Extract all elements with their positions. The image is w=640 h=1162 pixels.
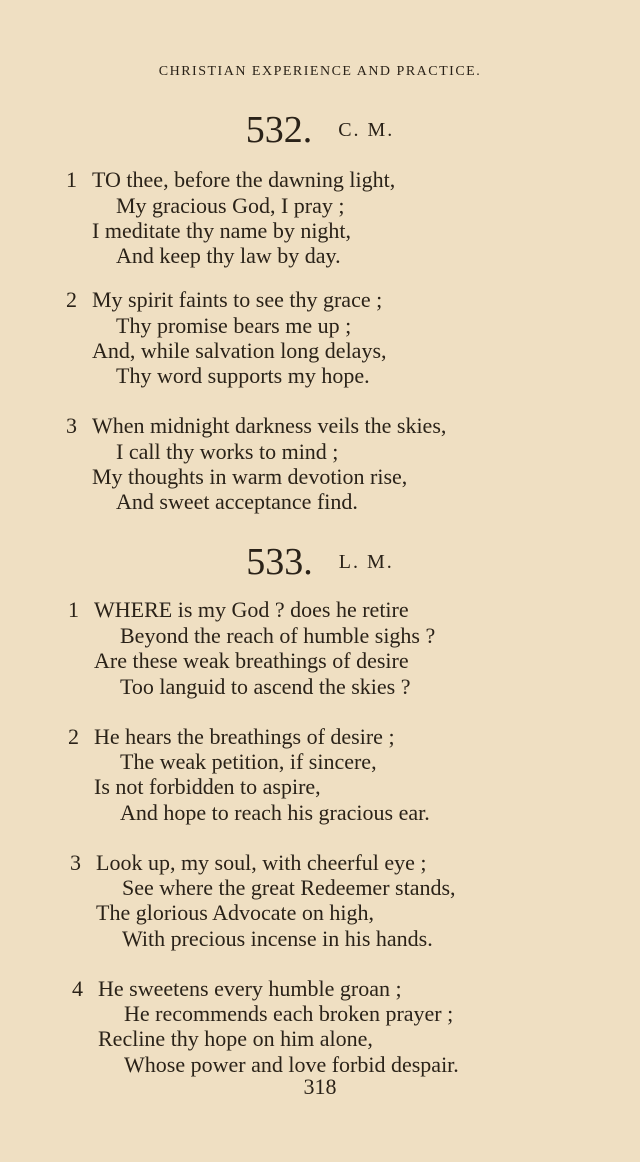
verse-line: When midnight darkness veils the skies, — [92, 413, 447, 438]
verse-line: Too languid to ascend the skies ? — [120, 674, 411, 699]
verse-line: TO thee, before the dawning light, — [92, 167, 396, 192]
verse-line: Thy word supports my hope. — [116, 363, 370, 388]
stanza-number: 2 — [66, 287, 77, 312]
verse-line: My gracious God, I pray ; — [116, 193, 345, 218]
verse-line: I call thy works to mind ; — [116, 439, 339, 464]
hymn-number: 532. — [245, 109, 313, 151]
verse-line: The glorious Advocate on high, — [96, 900, 375, 925]
verse-line: And, while salvation long delays, — [92, 338, 387, 363]
running-head: CHRISTIAN EXPERIENCE AND PRACTICE. — [158, 64, 482, 79]
stanza-number: 1 — [66, 167, 77, 192]
verse-line: Recline thy hope on him alone, — [98, 1026, 373, 1051]
verse-line: He hears the breathings of desire ; — [94, 724, 395, 749]
stanza-number: 4 — [72, 976, 83, 1001]
verse-line: Thy promise bears me up ; — [116, 313, 352, 338]
stanza-number: 3 — [66, 413, 77, 438]
verse-line: With precious incense in his hands. — [122, 926, 433, 951]
stanza-number: 3 — [70, 850, 81, 875]
verse-line: WHERE is my God ? does he retire — [94, 597, 409, 622]
verse-line: Look up, my soul, with cheerful eye ; — [96, 850, 427, 875]
hymn-meter: L. M. — [338, 551, 394, 573]
verse-line: See where the great Redeemer stands, — [122, 875, 456, 900]
hymn-533-heading — [0, 540, 640, 584]
hymn-meter: C. M. — [338, 119, 395, 141]
verse-line: And sweet acceptance find. — [116, 489, 358, 514]
page-number: 318 — [303, 1074, 337, 1099]
verse-line: Beyond the reach of humble sighs ? — [120, 623, 436, 648]
verse-line: My spirit faints to see thy grace ; — [92, 287, 383, 312]
verse-line: My thoughts in warm devotion rise, — [92, 464, 408, 489]
verse-line: Are these weak breathings of desire — [94, 648, 409, 673]
stanza-number: 1 — [68, 597, 79, 622]
verse-line: The weak petition, if sincere, — [120, 749, 377, 774]
hymn-532-heading — [0, 108, 640, 152]
verse-line: He sweetens every humble groan ; — [98, 976, 402, 1001]
verse-line: He recommends each broken prayer ; — [124, 1001, 454, 1026]
verse-line: Whose power and love forbid despair. — [124, 1052, 459, 1077]
stanza-number: 2 — [68, 724, 79, 749]
verse-line: And keep thy law by day. — [116, 243, 341, 268]
verse-line: And hope to reach his gracious ear. — [120, 800, 430, 825]
verse-line: Is not forbidden to aspire, — [94, 774, 321, 799]
hymn-number: 533. — [246, 541, 313, 583]
verse-line: I meditate thy name by night, — [92, 218, 352, 243]
